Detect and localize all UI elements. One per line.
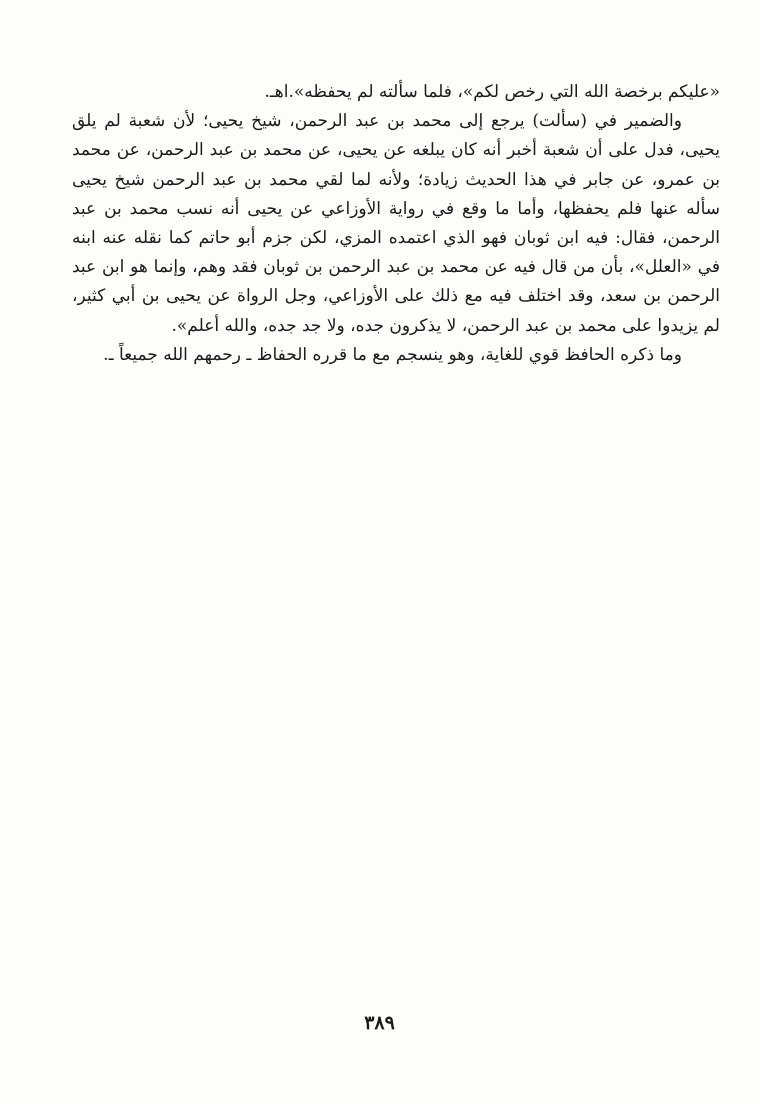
body-text xyxy=(72,78,720,370)
page-number: ٣٨٩ xyxy=(364,1012,395,1034)
paragraph-quote-end: «عليكم برخصة الله التي رخص لكم»، فلما سألته لم يحفظه».اهـ. xyxy=(264,82,720,102)
paragraph-conclusion: وما ذكره الحافظ قوي للغاية، وهو ينسجم مع ما قرره الحفاظ ـ رحمهم الله جميعاً ـ. xyxy=(103,344,682,365)
paragraph-commentary: والضمير في (سألت) يرجع إلى محمد بن عبد الرحمن، شيخ يحيى؛ لأن شعبة لم يلق يحيى، فدل على أن شعبة أخبر أنه كان يبلغه عن يحيى، عن محمد بن عبد الرحمن، عن محمد بن عمرو، عن جابر في هذا الحديث زيادة؛ ولأنه لما لقي محمد بن عبد الرحمن شيخ يحيى سأله عنها فلم يحفظها، وأما ما وقع في رواية الأوزاعي عن يحيى أنه نسب محمد بن عبد الرحمن، فقال: فيه ابن ثوبان فهو الذي اعتمده المزي، لكن جزم أبو حاتم كما نقله عنه ابنه في «العلل»، بأن من قال فيه عن محمد بن عبد الرحمن بن ثوبان فقد وهم، وإنما هو ابن عبد الرحمن بن سعد، وقد اختلف فيه مع ذلك على الأوزاعي، وجل الرواة عن يحيى بن أبي كثير، لم يزيدوا على محمد بن عبد الرحمن، لا يذكرون جده، ولا جد جده، والله أعلم». xyxy=(72,111,720,336)
